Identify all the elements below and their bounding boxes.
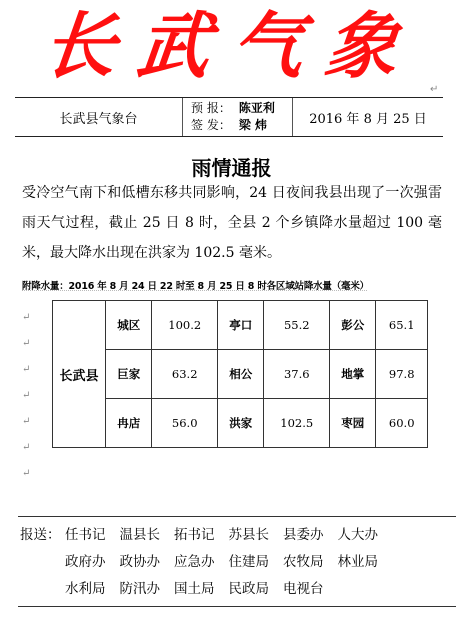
rainfall-value: 63.2 (152, 350, 218, 399)
footer-top-rule (18, 516, 456, 517)
people-cell (183, 98, 293, 136)
issue-label: 签 发： (191, 118, 231, 132)
station-name: 冉店 (106, 399, 152, 448)
forecaster-name: 陈亚利 (238, 101, 275, 115)
station-name: 地掌 (330, 350, 376, 399)
rainfall-table (52, 300, 428, 448)
issue-date: 2016 年 8 月 25 日 (309, 111, 427, 127)
rainfall-value: 56.0 (152, 399, 218, 448)
station-name: 巨家 (106, 350, 152, 399)
recipient: 水利局 (65, 581, 106, 597)
recipient: 应急办 (174, 554, 215, 570)
rainfall-value: 102.5 (264, 399, 330, 448)
recipient: 苏县长 (228, 527, 269, 543)
org-name: 长武县气象台 (59, 111, 138, 127)
recipient: 林业局 (337, 554, 378, 570)
rainfall-value: 97.8 (376, 350, 428, 399)
recipient: 温县长 (119, 527, 160, 543)
recipient: 住建局 (228, 554, 269, 570)
recipient: 国土局 (174, 581, 215, 597)
rainfall-value: 55.2 (264, 301, 330, 350)
county-cell: 长武县 (53, 301, 106, 448)
recipient: 防汛办 (119, 581, 160, 597)
rainfall-value: 65.1 (376, 301, 428, 350)
recipient: 拓书记 (174, 527, 215, 543)
table-caption: 附降水量：2016 年 8 月 24 日 22 时至 8 月 25 日 8 时各区域站降水量（毫米） (22, 281, 369, 292)
masthead-title: 长武气象 (39, 3, 425, 88)
distribution-list (20, 522, 450, 603)
report-title: 雨情通报 (191, 156, 272, 180)
masthead (0, 0, 463, 92)
paragraph-mark-icon: ↵ (430, 84, 439, 95)
recipient: 电视台 (283, 581, 324, 597)
station-name: 相公 (218, 350, 264, 399)
recipient: 政府办 (65, 554, 106, 570)
footer-bottom-rule (18, 606, 456, 607)
station-name: 城区 (106, 301, 152, 350)
header-table (15, 97, 443, 137)
station-name: 枣园 (330, 399, 376, 448)
recipient: 农牧局 (283, 554, 324, 570)
issuer-name: 梁 炜 (238, 118, 268, 132)
rainfall-value: 37.6 (264, 350, 330, 399)
rainfall-value: 100.2 (152, 301, 218, 350)
recipient: 任书记 (65, 527, 106, 543)
recipient: 人大办 (337, 527, 378, 543)
report-body: 受冷空气南下和低槽东移共同影响，24 日夜间我县出现了一次强雷雨天气过程，截止 25 日 8 时，全县 2 个乡镇降水量超过 100 毫米，最大降水出现在洪家为 102.5 毫米。 (22, 185, 442, 261)
org-cell (15, 98, 183, 136)
station-name: 彭公 (330, 301, 376, 350)
distribution-label: 报送： (20, 527, 61, 543)
rainfall-value: 60.0 (376, 399, 428, 448)
recipient: 民政局 (228, 581, 269, 597)
recipient: 政协办 (119, 554, 160, 570)
station-name: 洪家 (218, 399, 264, 448)
recipient: 县委办 (283, 527, 324, 543)
paragraph-marks: ↵ ↵ ↵ ↵ ↵ ↵ ↵ (22, 312, 31, 479)
forecast-label: 预 报： (191, 101, 231, 115)
station-name: 亭口 (218, 301, 264, 350)
date-cell (293, 98, 443, 136)
